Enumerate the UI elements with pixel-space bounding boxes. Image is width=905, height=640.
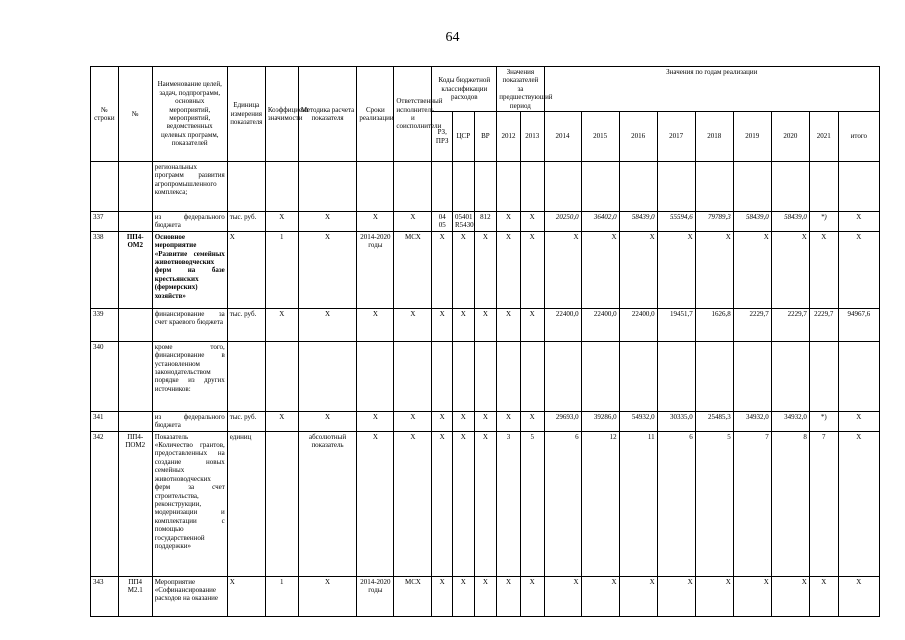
cell-csr: X xyxy=(452,308,474,341)
cell-csr: X xyxy=(452,431,474,576)
cell-v2013: X xyxy=(520,411,544,431)
cell-v2012: X xyxy=(497,576,521,616)
cell-v2014 xyxy=(544,341,581,411)
cell-term: X xyxy=(357,308,394,341)
cell-total xyxy=(838,341,879,411)
cell-row: 343 xyxy=(91,576,119,616)
cell-v2017: X xyxy=(657,231,695,308)
cell-v2014: 29693,0 xyxy=(544,411,581,431)
cell-v2017: X xyxy=(657,576,695,616)
cell-v2017: 19451,7 xyxy=(657,308,695,341)
cell-v2017 xyxy=(657,162,695,212)
cell-name: региональных программ развития агропромышленного комплекса; xyxy=(152,162,227,212)
cell-total: X xyxy=(838,576,879,616)
cell-v2020: 2229,7 xyxy=(771,308,809,341)
cell-v2018: X xyxy=(695,576,733,616)
cell-term xyxy=(357,162,394,212)
cell-v2014: 22400,0 xyxy=(544,308,581,341)
cell-v2020 xyxy=(771,162,809,212)
cell-no: ПП4-ОМ2 xyxy=(118,231,152,308)
header-name: Наименование целей, задач, подпрограмм, основных мероприятий, мероприятий, ведомственных целевых программ, показателей xyxy=(152,67,227,162)
cell-row: 341 xyxy=(91,411,119,431)
cell-vr: X xyxy=(474,576,497,616)
cell-unit: тыс. руб. xyxy=(227,411,265,431)
cell-csr: 05401 R5430 xyxy=(452,212,474,232)
cell-resp xyxy=(394,341,432,411)
table-row xyxy=(91,231,880,308)
cell-v2016: 58439,0 xyxy=(619,212,657,232)
cell-resp: МСХ xyxy=(394,231,432,308)
cell-v2013: X xyxy=(520,231,544,308)
cell-v2015: 12 xyxy=(581,431,619,576)
cell-v2018 xyxy=(695,162,733,212)
cell-resp xyxy=(394,162,432,212)
cell-row: 338 xyxy=(91,231,119,308)
cell-v2018: 79789,3 xyxy=(695,212,733,232)
header-2012: 2012 xyxy=(497,112,521,162)
page-number: 64 xyxy=(445,30,460,45)
cell-vr xyxy=(474,162,497,212)
header-2013: 2013 xyxy=(520,112,544,162)
header-vr: ВР xyxy=(474,112,497,162)
cell-v2021 xyxy=(809,162,838,212)
cell-v2016 xyxy=(619,341,657,411)
cell-method: X xyxy=(298,411,357,431)
cell-name: из федерального бюджета xyxy=(152,212,227,232)
cell-v2020: 8 xyxy=(771,431,809,576)
header-coef: Коэффициент значимости xyxy=(265,67,298,162)
cell-v2018: 5 xyxy=(695,431,733,576)
cell-unit xyxy=(227,341,265,411)
cell-v2021: 2229,7 xyxy=(809,308,838,341)
cell-vr: X xyxy=(474,231,497,308)
cell-v2020: X xyxy=(771,576,809,616)
cell-v2019: 34932,0 xyxy=(733,411,771,431)
cell-v2021: 7 xyxy=(809,431,838,576)
cell-no xyxy=(118,308,152,341)
cell-rz xyxy=(432,341,453,411)
cell-vr: X xyxy=(474,431,497,576)
cell-unit: X xyxy=(227,576,265,616)
header-row-no: № строки xyxy=(91,67,119,162)
cell-method xyxy=(298,162,357,212)
cell-v2020: X xyxy=(771,231,809,308)
cell-term: 2014-2020 годы xyxy=(357,576,394,616)
cell-total: X xyxy=(838,431,879,576)
cell-name: финансирование за счет краевого бюджета xyxy=(152,308,227,341)
table-row xyxy=(91,411,880,431)
cell-csr: X xyxy=(452,576,474,616)
cell-row: 340 xyxy=(91,341,119,411)
header-2020: 2020 xyxy=(771,112,809,162)
header-2014: 2014 xyxy=(544,112,581,162)
cell-name: Мероприятие «Софинансирование расходов на оказание xyxy=(152,576,227,616)
cell-total: X xyxy=(838,231,879,308)
cell-coef: 1 xyxy=(265,231,298,308)
cell-v2014: 6 xyxy=(544,431,581,576)
cell-v2012: X xyxy=(497,231,521,308)
cell-name: Основное мероприятие «Развитие семейных животноводческих ферм на базе крестьянских (фермерских) хозяйств» xyxy=(152,231,227,308)
cell-unit: тыс. руб. xyxy=(227,308,265,341)
cell-v2019: 58439,0 xyxy=(733,212,771,232)
cell-v2016: 54932,0 xyxy=(619,411,657,431)
cell-resp: X xyxy=(394,411,432,431)
cell-rz: 04 05 xyxy=(432,212,453,232)
cell-csr xyxy=(452,341,474,411)
header-2019: 2019 xyxy=(733,112,771,162)
cell-resp: X xyxy=(394,431,432,576)
cell-v2015: X xyxy=(581,231,619,308)
table-row xyxy=(91,162,880,212)
header-no: № xyxy=(118,67,152,162)
cell-v2021 xyxy=(809,341,838,411)
cell-coef: X xyxy=(265,308,298,341)
cell-method: X xyxy=(298,308,357,341)
header-term: Сроки реализации xyxy=(357,67,394,162)
cell-v2015: 22400,0 xyxy=(581,308,619,341)
cell-v2020 xyxy=(771,341,809,411)
header-years: Значения по годам реализации xyxy=(544,67,879,112)
cell-v2015: 36402,0 xyxy=(581,212,619,232)
header-2017: 2017 xyxy=(657,112,695,162)
cell-method: X xyxy=(298,212,357,232)
cell-total: X xyxy=(838,212,879,232)
cell-name: из федерального бюджета xyxy=(152,411,227,431)
cell-v2016: 22400,0 xyxy=(619,308,657,341)
cell-coef xyxy=(265,162,298,212)
cell-coef xyxy=(265,431,298,576)
header-2016: 2016 xyxy=(619,112,657,162)
cell-v2014 xyxy=(544,162,581,212)
cell-v2019 xyxy=(733,162,771,212)
header-csr: ЦСР xyxy=(452,112,474,162)
cell-v2021: X xyxy=(809,231,838,308)
cell-v2012 xyxy=(497,341,521,411)
cell-no xyxy=(118,212,152,232)
cell-v2013 xyxy=(520,341,544,411)
cell-term: X xyxy=(357,411,394,431)
table-row xyxy=(91,576,880,616)
cell-vr: X xyxy=(474,308,497,341)
table-row xyxy=(91,212,880,232)
cell-unit: X xyxy=(227,231,265,308)
cell-rz: X xyxy=(432,431,453,576)
cell-unit: единиц xyxy=(227,431,265,576)
cell-row xyxy=(91,162,119,212)
cell-v2015 xyxy=(581,162,619,212)
cell-v2012: X xyxy=(497,411,521,431)
cell-no: ПП4 М2.1 xyxy=(118,576,152,616)
cell-v2017: 55594,6 xyxy=(657,212,695,232)
cell-unit: тыс. руб. xyxy=(227,212,265,232)
header-resp: Ответственный исполнитель и соисполнители xyxy=(394,67,432,162)
header-prev: Значения показателей за предшествующий период xyxy=(497,67,544,112)
cell-rz: X xyxy=(432,576,453,616)
cell-v2012: X xyxy=(497,212,521,232)
cell-v2012: X xyxy=(497,308,521,341)
cell-v2020: 58439,0 xyxy=(771,212,809,232)
cell-v2012 xyxy=(497,162,521,212)
cell-coef: X xyxy=(265,411,298,431)
header-codes: Коды бюджетной классификации расходов xyxy=(432,67,497,112)
header-2018: 2018 xyxy=(695,112,733,162)
cell-v2019: 7 xyxy=(733,431,771,576)
cell-v2016: X xyxy=(619,231,657,308)
cell-total: 94967,6 xyxy=(838,308,879,341)
cell-v2013: X xyxy=(520,308,544,341)
cell-row: 339 xyxy=(91,308,119,341)
cell-row: 337 xyxy=(91,212,119,232)
cell-v2018: 1626,8 xyxy=(695,308,733,341)
table-row xyxy=(91,308,880,341)
cell-method: X xyxy=(298,231,357,308)
cell-coef: X xyxy=(265,212,298,232)
cell-v2015: X xyxy=(581,576,619,616)
cell-name: кроме того, финансирование в установленном законодательством порядке из других источников: xyxy=(152,341,227,411)
cell-rz xyxy=(432,162,453,212)
cell-v2014: X xyxy=(544,576,581,616)
cell-v2015 xyxy=(581,341,619,411)
cell-v2020: 34932,0 xyxy=(771,411,809,431)
cell-v2019: 2229,7 xyxy=(733,308,771,341)
header-2015: 2015 xyxy=(581,112,619,162)
cell-total xyxy=(838,162,879,212)
cell-v2021: *) xyxy=(809,212,838,232)
cell-coef xyxy=(265,341,298,411)
cell-v2017 xyxy=(657,341,695,411)
cell-v2013: X xyxy=(520,576,544,616)
cell-term: 2014-2020 годы xyxy=(357,231,394,308)
header-unit: Единица измерения показателя xyxy=(227,67,265,162)
cell-v2019: X xyxy=(733,231,771,308)
cell-vr xyxy=(474,341,497,411)
cell-v2012: 3 xyxy=(497,431,521,576)
cell-v2018: X xyxy=(695,231,733,308)
cell-v2013: 5 xyxy=(520,431,544,576)
cell-csr: X xyxy=(452,231,474,308)
header-2021: 2021 xyxy=(809,112,838,162)
cell-v2014: 20250,0 xyxy=(544,212,581,232)
cell-vr: 812 xyxy=(474,212,497,232)
cell-v2021: *) xyxy=(809,411,838,431)
cell-v2016: X xyxy=(619,576,657,616)
cell-method xyxy=(298,341,357,411)
cell-vr: X xyxy=(474,411,497,431)
program-table xyxy=(90,66,880,617)
cell-resp: X xyxy=(394,212,432,232)
cell-v2019: X xyxy=(733,576,771,616)
cell-v2019 xyxy=(733,341,771,411)
cell-term: X xyxy=(357,212,394,232)
cell-csr xyxy=(452,162,474,212)
cell-method: абсолютный показатель xyxy=(298,431,357,576)
cell-v2018: 25485,3 xyxy=(695,411,733,431)
cell-row: 342 xyxy=(91,431,119,576)
cell-v2013: X xyxy=(520,212,544,232)
cell-csr: X xyxy=(452,411,474,431)
cell-method: X xyxy=(298,576,357,616)
cell-resp: X xyxy=(394,308,432,341)
cell-rz: X xyxy=(432,411,453,431)
cell-term xyxy=(357,341,394,411)
header-total: итого xyxy=(838,112,879,162)
cell-no xyxy=(118,411,152,431)
header-rz: РЗ, ПРЗ xyxy=(432,112,453,162)
cell-v2016 xyxy=(619,162,657,212)
cell-v2015: 39286,0 xyxy=(581,411,619,431)
cell-unit xyxy=(227,162,265,212)
cell-v2014: X xyxy=(544,231,581,308)
cell-total: X xyxy=(838,411,879,431)
header-method: Методика расчета показателя xyxy=(298,67,357,162)
table-row xyxy=(91,431,880,576)
cell-rz: X xyxy=(432,308,453,341)
cell-term: X xyxy=(357,431,394,576)
cell-name: Показатель «Количество грантов, предоставленных на создание новых семейных животноводческих ферм за счет строительства, реконструкции, модернизации и комплектации с помощью государственной поддержки» xyxy=(152,431,227,576)
cell-v2018 xyxy=(695,341,733,411)
cell-resp: МСХ xyxy=(394,576,432,616)
cell-v2016: 11 xyxy=(619,431,657,576)
cell-no xyxy=(118,341,152,411)
cell-v2017: 6 xyxy=(657,431,695,576)
cell-no xyxy=(118,162,152,212)
table-row xyxy=(91,341,880,411)
cell-coef: 1 xyxy=(265,576,298,616)
cell-no: ПП4-ПОМ2 xyxy=(118,431,152,576)
cell-v2017: 30335,0 xyxy=(657,411,695,431)
cell-rz: X xyxy=(432,231,453,308)
cell-v2013 xyxy=(520,162,544,212)
cell-v2021: X xyxy=(809,576,838,616)
